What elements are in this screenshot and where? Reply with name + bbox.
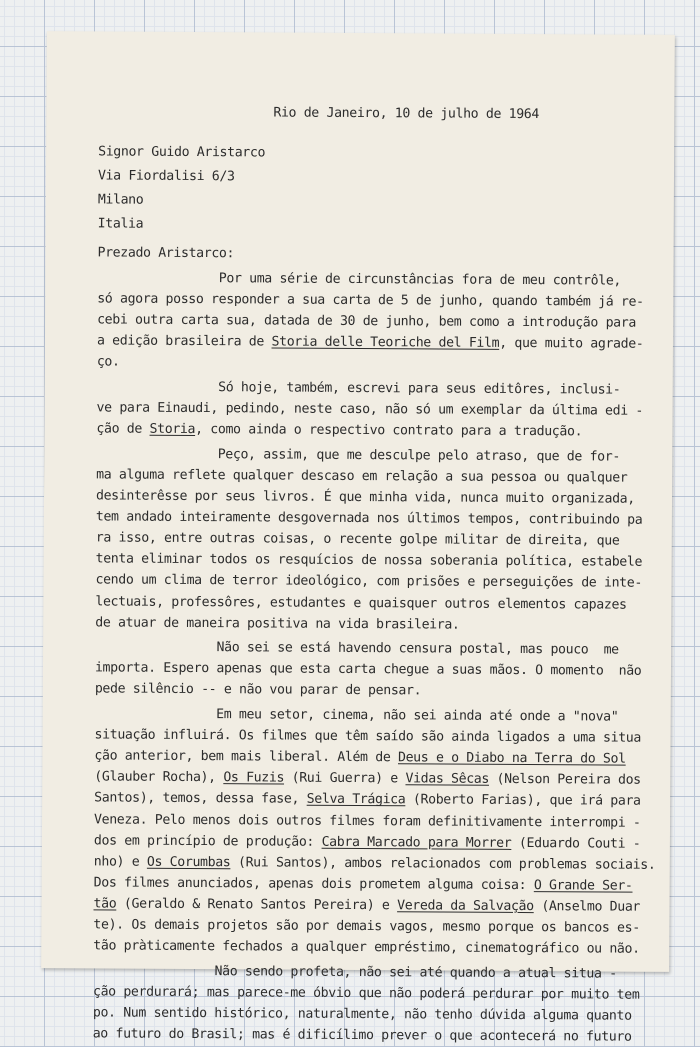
text-run: só agora posso responder a sua carta de 5 de junho, quando também já re- [97,291,644,310]
text-run: (Geraldo & Renato Santos Pereira) e [116,896,398,914]
body-line [93,1025,632,1046]
body-line [93,962,617,983]
body-line [95,572,642,593]
letter-sheet [41,31,675,1045]
text-run: Não sendo profeta, não sei até quando a atual situa - [93,963,617,982]
text-run: Por uma série de circunstâncias fora de meu contrôle, [97,270,622,289]
text-run: nho) e [93,854,147,870]
body-line [94,811,641,832]
underlined-title: Storia delle Teoriche del Film [271,334,500,352]
text-run: desinterêsse por seus livros. É que minha vida, nunca muito organizada, [95,488,635,507]
body-line [96,445,620,466]
body-line [95,593,626,614]
body-line [97,378,621,399]
text-run: ra isso, entre outras coisas, o recente golpe militar de direita, que [95,530,620,549]
underlined-title: Os Corumbas [146,854,231,870]
text-run: importa. Espero apenas que esta carta chegue a suas mãos. O momento não [94,660,642,680]
text-run: ção anterior, bem mais liberal. Além de [94,748,399,766]
text-run: situação influirá. Os filmes que têm saído são ainda ligados a uma situa [94,727,642,746]
body-line [96,530,620,551]
text-run: (Eduardo Couti - [511,835,641,852]
text-run: Em meu setor, cinema, não sei ainda até onde a "nova" [94,706,619,725]
underlined-title: O Grande Ser- [533,877,633,894]
text-run: ção de [96,421,150,437]
body-line [93,937,640,958]
body-line [97,269,621,290]
body-line [97,290,644,311]
body-line [95,660,642,681]
text-run: ve para Einaudi, pedindo, neste caso, não só um exemplar da última edi - [96,400,644,419]
body-line [93,916,640,937]
text-run: lectuais, professôres, estudantes e quaisquer outros elementos capazes [95,593,627,613]
underlined-title: Storia [149,421,196,438]
text-run: po. Num sentido histórico, naturalmente, não tenho dúvida alguma quanto [92,1005,632,1024]
body-line [94,853,656,874]
text-run: tão pràticamente fechados a qualquer empréstimo, cinematográfico ou não. [93,938,640,957]
body-line [95,705,619,726]
salutation: Prezado Aristarco: [97,245,235,262]
text-run: cendo um clima de terror ideológico, com prisões e perseguições de inte- [95,572,643,592]
letter-date: Rio de Janeiro, 10 de julho de 1964 [273,105,540,123]
body-line [96,508,643,529]
body-line [97,399,644,420]
body-line [96,487,635,508]
body-line [95,614,459,634]
body-line [94,790,641,811]
text-run: Veneza. Pelo menos dois outros filmes foram definitivamente interrompi - [94,811,641,831]
body-line [97,312,636,333]
underlined-title: Vidas Sêcas [405,771,490,788]
text-run: Santos), temos, dessa fase, [94,790,307,808]
text-run: (Glauber Rocha), [94,769,224,786]
text-run: cebi outra carta sua, datada de 30 de junho, bem como a introdução para [97,312,636,331]
address-line: Signor Guido Aristarco [98,144,266,161]
underlined-title: Deus e o Diabo na Terra do Sol [397,750,626,767]
body-line [97,354,120,372]
body-line [93,983,640,1004]
body-line [93,1004,632,1025]
text-run: ma alguma reflete qualquer descaso em relação a sua pessoa ou qualquer [96,467,628,486]
text-run: Só hoje, também, escrevi para seus editôres, inclusi- [96,379,621,398]
body-line [94,769,641,790]
body-line [94,874,633,895]
text-run: , como ainda o respectivo contrato para a tradução. [195,422,583,440]
text-run: de atuar de maneira positiva na vida brasileira. [95,614,460,633]
body-line [96,421,582,442]
address-line: Via Fiordalisi 6/3 [97,168,235,185]
body-line [94,832,641,853]
body-line [96,466,627,487]
text-run: Não sei se está havendo censura postal, mas pouco me [95,639,619,658]
text-run: ao futuro do Brasil; mas é dificílimo prever o que acontecerá no futuro [92,1026,632,1045]
body-line [97,333,644,354]
text-run: pede silêncio -- e não vou parar de pensar. [94,681,422,699]
address-line: Milano [97,192,144,208]
text-run: te). Os demais projetos são por demais vagos, mesmo porque os bancos es- [93,917,640,936]
body-line [95,639,619,660]
text-run: , que muito agrade- [499,336,644,353]
text-run: Dos filmes anunciados, apenas dois prometem alguma coisa: [93,875,534,893]
text-run: dos em princípio de produção: [93,832,322,850]
body-line [95,726,642,747]
text-run: (Anselmo Duar [533,898,641,915]
underlined-title: Cabra Marcado para Morrer [321,834,512,851]
body-line [96,551,643,572]
body-line [95,681,421,701]
text-run: tenta eliminar todos os resquícios de nossa soberania política, estabele [95,551,643,571]
text-run: ço. [96,354,120,370]
underlined-title: Selva Trágica [306,792,406,808]
underlined-title: Os Fuzis [223,770,285,786]
text-run: Peço, assim, que me desculpe pelo atraso, que de for- [96,446,621,465]
text-run: (Nelson Pereira dos [488,772,641,789]
address-line: Italia [97,216,144,232]
text-run: ção perdurará; mas parece-me óbvio que não poderá perdurar por muito tem [92,984,640,1003]
underlined-title: Vereda da Salvação [397,898,534,914]
text-run: a edição brasileira de [96,333,272,350]
body-line [93,895,640,916]
text-run: (Rui Santos), ambos relacionados com problemas sociais. [230,854,656,873]
text-run: (Roberto Farias), que irá para [405,792,641,810]
body-line [94,748,625,769]
text-run: (Rui Guerra) e [284,770,406,787]
underlined-title: tão [93,896,117,912]
text-run: tem andado inteiramente desgovernada nos últimos tempos, contribuindo pa [95,509,643,528]
